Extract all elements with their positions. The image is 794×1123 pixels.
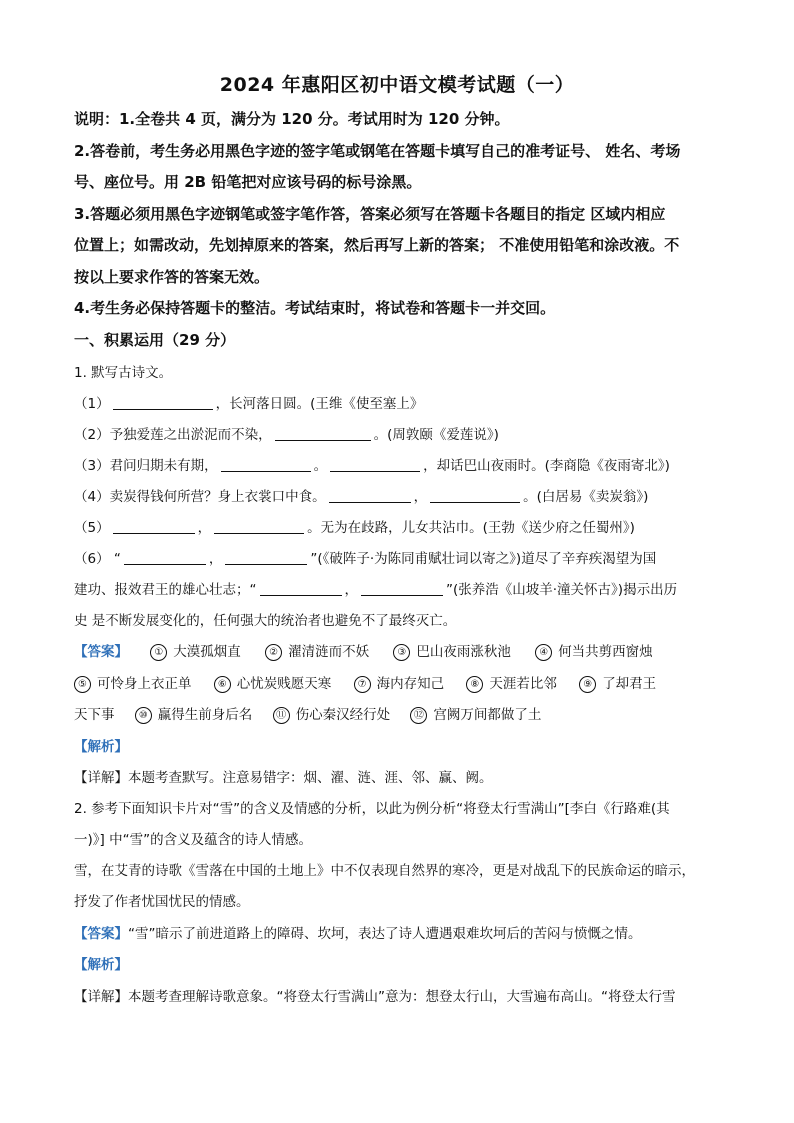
answer-item bbox=[535, 640, 653, 661]
item-text: 。(周敦颐《爱莲说》) bbox=[373, 427, 499, 443]
item-text: ，却话巴山夜雨时。(李商隐《夜雨寄北》) bbox=[423, 458, 670, 474]
answer-text: “雪”暗示了前进道路上的障碍、坎坷，表达了诗人遭遇艰难坎坷后的苦闷与愤慨之情。 bbox=[128, 926, 642, 942]
item-text: （3）君问归期未有期， bbox=[74, 458, 218, 474]
answer-item bbox=[150, 640, 241, 661]
answer-text: 心忧炭贱愿天寒 bbox=[236, 676, 332, 692]
question-1-item-3 bbox=[74, 454, 724, 474]
item-text: 。(白居易《卖炭翁》) bbox=[523, 489, 649, 505]
answer-number: ⑦ bbox=[354, 676, 371, 693]
answer-2 bbox=[74, 922, 724, 942]
answer-text: 巴山夜雨涨秋池 bbox=[416, 644, 511, 660]
item-punct: ， bbox=[208, 551, 223, 567]
exam-title: 2024 年惠阳区初中语文模考试题（一） bbox=[219, 74, 575, 96]
answer-item bbox=[265, 640, 369, 661]
instructions-line-1: 说明：1.全卷共 4 页，满分为 120 分。考试用时为 120 分钟。 bbox=[74, 110, 510, 128]
answer-blank[interactable] bbox=[330, 458, 420, 472]
answer-blank[interactable] bbox=[329, 489, 411, 503]
item-text: ，长河落日圆。(王维《使至塞上》 bbox=[215, 396, 424, 412]
answer-number: ⑧ bbox=[466, 676, 483, 693]
answer-text: 何当共剪西窗烛 bbox=[558, 644, 653, 660]
item-text: 建功、报效君王的雄心壮志；“ bbox=[74, 582, 257, 598]
question-1-item-1 bbox=[74, 392, 724, 412]
answer-number: ⑥ bbox=[214, 676, 231, 693]
answer-item bbox=[74, 672, 192, 693]
item-text: 。无为在歧路，儿女共沾巾。(王勃《送少府之任蜀州》) bbox=[307, 520, 635, 536]
answer-row-2 bbox=[74, 672, 724, 693]
answer-text: 海内存知己 bbox=[376, 676, 445, 692]
answer-text: 大漠孤烟直 bbox=[173, 644, 241, 660]
answer-number: ⑫ bbox=[410, 707, 427, 724]
answer-item bbox=[393, 640, 511, 661]
analysis-label: 【解析】 bbox=[74, 957, 128, 973]
item-text: ”(《破阵子·为陈同甫赋壮词以寄之》)道尽了辛弃疾渴望为国 bbox=[310, 551, 657, 567]
question-1-item-6-cont bbox=[74, 578, 724, 598]
section-heading: 一、积累运用（29 分） bbox=[74, 331, 236, 349]
answer-item bbox=[214, 672, 332, 693]
answer-item bbox=[135, 703, 253, 724]
answer-item bbox=[410, 703, 541, 724]
answer-number: ⑨ bbox=[579, 676, 596, 693]
question-1-item-6 bbox=[74, 547, 724, 567]
answer-text: 宫阙万间都做了土 bbox=[433, 707, 542, 723]
answer-blank[interactable] bbox=[361, 582, 443, 596]
answer-item bbox=[579, 672, 656, 693]
analysis-label-2 bbox=[74, 953, 724, 973]
answer-row-1 bbox=[74, 640, 724, 661]
answer-label: 【答案】 bbox=[74, 644, 128, 660]
instructions-line-6: 按以上要求作答的答案无效。 bbox=[74, 268, 270, 286]
item-text: （2）予独爱莲之出淤泥而不染， bbox=[74, 427, 272, 443]
instructions-line-7: 4.考生务必保持答题卡的整洁。考试结束时，将试卷和答题卡一并交回。 bbox=[74, 299, 556, 317]
answer-text: 可怜身上衣正单 bbox=[97, 676, 192, 692]
instructions-line-5: 位置上；如需改动，先划掉原来的答案，然后再写上新的答案； 不准使用铅笔和涂改液。不 bbox=[74, 236, 680, 254]
detail-1: 【详解】本题考查默写。注意易错字：烟、濯、涟、涯、邻、赢、阙。 bbox=[74, 770, 493, 786]
answer-text: 伤心秦汉经行处 bbox=[295, 707, 391, 723]
item-punct: ， bbox=[413, 489, 428, 505]
item-number: （5） bbox=[74, 520, 110, 536]
answer-number: ⑪ bbox=[273, 707, 290, 724]
answer-blank[interactable] bbox=[113, 520, 195, 534]
answer-blank[interactable] bbox=[214, 520, 304, 534]
answer-blank[interactable] bbox=[430, 489, 520, 503]
answer-row-3 bbox=[74, 703, 724, 724]
answer-text: 赢得生前身后名 bbox=[157, 707, 253, 723]
question-1-item-2 bbox=[74, 423, 724, 443]
instructions-line-3: 号、座位号。用 2B 铅笔把对应该号码的标号涂黑。 bbox=[74, 173, 422, 191]
answer-number: ② bbox=[265, 644, 282, 661]
answer-blank[interactable] bbox=[225, 551, 307, 565]
answer-item bbox=[466, 672, 557, 693]
item-punct: ， bbox=[197, 520, 212, 536]
question-1-item-5 bbox=[74, 516, 724, 536]
analysis-label-1 bbox=[74, 735, 724, 755]
question-1-item-4 bbox=[74, 485, 724, 505]
answer-number: ③ bbox=[393, 644, 410, 661]
item-text: ”(张养浩《山坡羊·潼关怀古》)揭示出历 bbox=[446, 582, 678, 598]
item-text: （4）卖炭得钱何所营？身上衣裳口中食。 bbox=[74, 489, 326, 505]
analysis-label: 【解析】 bbox=[74, 739, 128, 755]
question-1-stem: 1. 默写古诗文。 bbox=[74, 365, 173, 381]
question-1-item-6-end: 史 是不断发展变化的，任何强大的统治者也避免不了最终灭亡。 bbox=[74, 613, 457, 629]
answer-number: ⑤ bbox=[74, 676, 91, 693]
answer-item bbox=[354, 672, 445, 693]
instructions-line-2: 2.答卷前，考生务必用黑色字迹的签字笔或钢笔在答题卡填写自己的准考证号、 姓名、考场 bbox=[74, 142, 681, 160]
answer-blank[interactable] bbox=[221, 458, 311, 472]
item-number: （6） “ bbox=[74, 551, 121, 567]
answer-blank[interactable] bbox=[260, 582, 342, 596]
item-number: （1） bbox=[74, 396, 110, 412]
answer-text: 天下事 bbox=[74, 707, 115, 723]
item-punct: ， bbox=[344, 582, 358, 598]
answer-number: ⑩ bbox=[135, 707, 152, 724]
question-2-card-line-2: 抒发了作者忧国忧民的情感。 bbox=[74, 894, 250, 910]
answer-text: 了却君王 bbox=[602, 676, 657, 692]
answer-number: ④ bbox=[535, 644, 552, 661]
question-2-line-1: 2. 参考下面知识卡片对“雪”的含义及情感的分析，以此为例分析“将登太行雪满山”[李白《行路难(其 bbox=[74, 801, 670, 817]
answer-item bbox=[273, 703, 391, 724]
answer-blank[interactable] bbox=[113, 396, 213, 410]
answer-number: ① bbox=[150, 644, 167, 661]
answer-blank[interactable] bbox=[124, 551, 206, 565]
question-2-card-line-1: 雪，在艾青的诗歌《雪落在中国的土地上》中不仅表现自然界的寒冷，更是对战乱下的民族命运的暗示， bbox=[74, 863, 695, 879]
question-2-line-2: 一)》] 中“雪”的含义及蕴含的诗人情感。 bbox=[74, 832, 313, 848]
answer-text: 天涯若比邻 bbox=[489, 676, 557, 692]
answer-blank[interactable] bbox=[275, 427, 371, 441]
answer-text: 濯清涟而不妖 bbox=[288, 644, 370, 660]
detail-2: 【详解】本题考查理解诗歌意象。“将登太行雪满山”意为：想登太行山，大雪遍布高山。“将登太行雪 bbox=[74, 989, 676, 1005]
instructions-line-4: 3.答题必须用黑色字迹钢笔或签字笔作答，答案必须写在答题卡各题目的指定 区域内相应 bbox=[74, 205, 666, 223]
item-punct: 。 bbox=[313, 458, 328, 474]
answer-label: 【答案】 bbox=[74, 926, 128, 942]
